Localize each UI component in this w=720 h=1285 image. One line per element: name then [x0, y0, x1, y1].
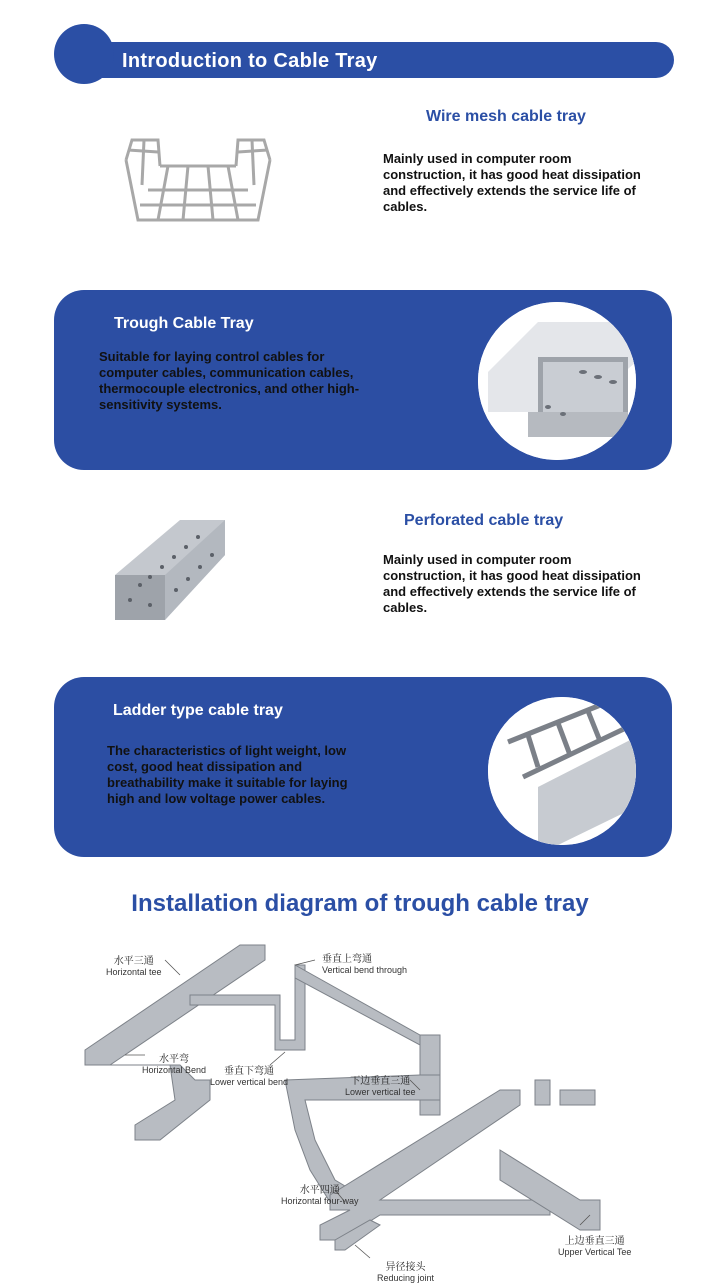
label-horizontal-four-way: 水平四通 Horizontal four-way	[281, 1185, 359, 1206]
trough-description: Suitable for laying control cables for computer cables, communication cables, thermocouple electronics, and other high-sensitivity systems.	[99, 349, 360, 412]
label-reducing-joint: 异径接头 Reducing joint	[377, 1262, 435, 1283]
label-lower-vertical-bend: 垂直下弯通 Lower vertical bend	[210, 1066, 289, 1087]
installation-diagram	[80, 940, 640, 1280]
label-upper-vertical-tee: 上边垂直三通 Upper Vertical Tee	[558, 1236, 632, 1257]
perforated-tray-image	[110, 515, 228, 625]
trough-tray-image	[478, 302, 636, 460]
wire-mesh-tray-image	[118, 130, 278, 230]
label-horizontal-bend: 水平弯 Horizontal Bend	[142, 1054, 207, 1075]
label-vertical-bend-through: 垂直上弯通 Vertical bend through	[322, 954, 408, 975]
label-horizontal-tee: 水平三通 Horizontal tee	[106, 956, 162, 977]
ladder-title: Ladder type cable tray	[113, 702, 283, 719]
label-lower-vertical-tee: 下边垂直三通 Lower vertical tee	[345, 1076, 416, 1097]
wire-mesh-title: Wire mesh cable tray	[426, 108, 586, 125]
wire-mesh-description: Mainly used in computer room construction, it has good heat dissipation and effectively extends the service life of cables.	[383, 151, 641, 214]
ladder-tray-image	[488, 697, 636, 845]
trough-title: Trough Cable Tray	[114, 315, 254, 332]
installation-title: Installation diagram of trough cable tray	[131, 890, 589, 917]
ladder-description: The characteristics of light weight, low cost, good heat dissipation and breathability make it suitable for laying high and low voltage power cables.	[107, 743, 348, 806]
header-title: Introduction to Cable Tray	[122, 50, 378, 72]
header-circle-decoration	[54, 24, 114, 84]
perforated-description: Mainly used in computer room construction, it has good heat dissipation and effectively extends the service life of cables.	[383, 552, 641, 615]
perforated-title: Perforated cable tray	[404, 512, 564, 529]
